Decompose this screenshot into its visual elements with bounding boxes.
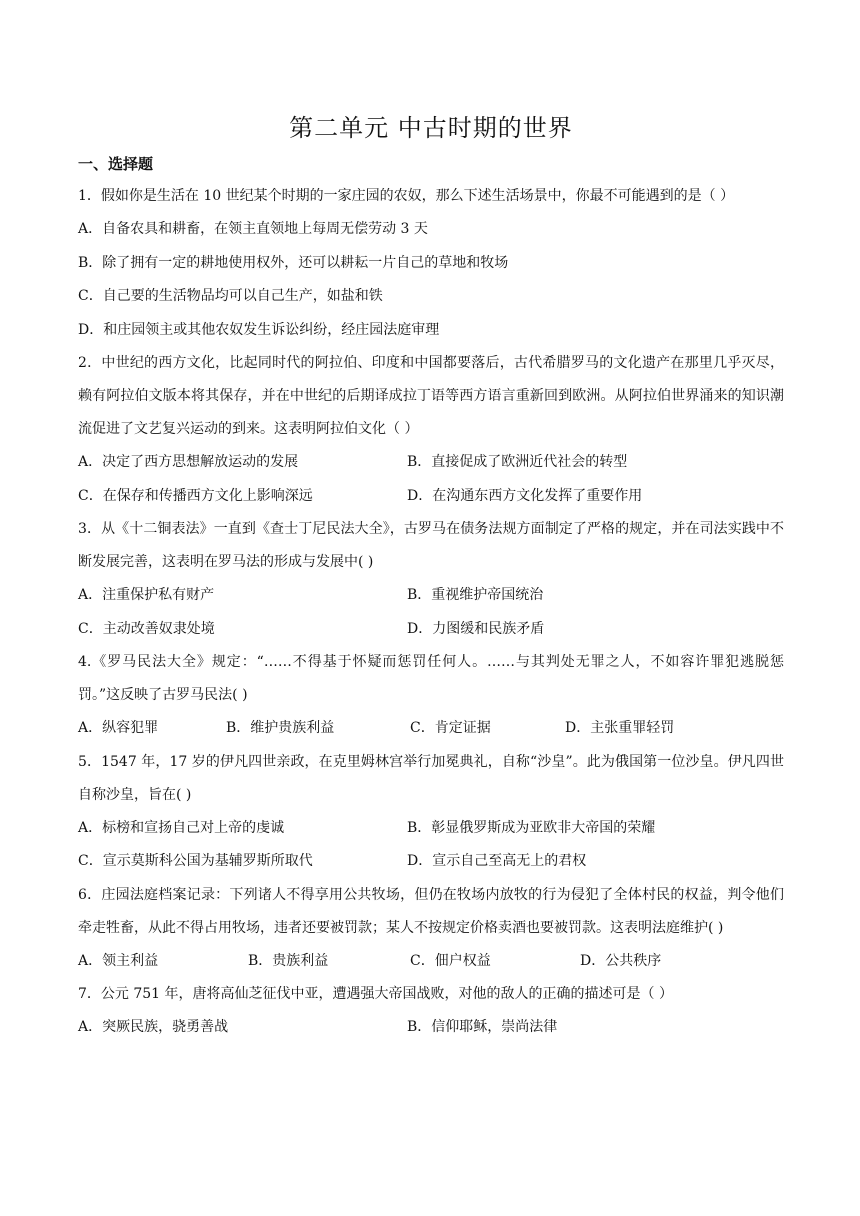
page-title: 第二单元 中古时期的世界 bbox=[289, 114, 573, 142]
question-7-options-row-1 bbox=[78, 1011, 784, 1045]
question-4-option-a: A．纵容犯罪 bbox=[78, 720, 159, 736]
question-7-option-b: B．信仰耶稣，崇尚法律 bbox=[407, 1019, 558, 1035]
question-3-option-c: C．主动改善奴隶处境 bbox=[78, 620, 215, 637]
question-6-options-row bbox=[78, 945, 784, 979]
question-3-option-d: D．力图缓和民族矛盾 bbox=[407, 620, 545, 637]
question-3-option-a: A．注重保护私有财产 bbox=[78, 587, 215, 603]
question-5-option-a: A．标榜和宣扬自己对上帝的虔诚 bbox=[78, 819, 285, 836]
question-5-option-b: B．彰显俄罗斯成为亚欧非大帝国的荣耀 bbox=[407, 819, 656, 836]
question-5-option-c: C．宣示莫斯科公国为基辅罗斯所取代 bbox=[78, 853, 313, 869]
question-4-stem: 4.《罗马民法大全》规定：“……不得基于怀疑而惩罚任何人。……与其判处无罪之人，不如容许罪犯逃脱惩罚。”这反映了古罗马民法( ) bbox=[78, 654, 784, 703]
question-4-options-row bbox=[78, 712, 784, 746]
question-7-stem: 7．公元 751 年，唐将高仙芝征伐中亚，遭遇强大帝国战败，对他的敌人的正确的描述可是（ ） bbox=[78, 986, 673, 1002]
question-3-option-b: B．重视维护帝国统治 bbox=[407, 587, 544, 603]
question-4-option-c: C．肯定证据 bbox=[410, 720, 491, 736]
question-5-options-row-1 bbox=[78, 812, 784, 846]
question-1-option-c: C．自己要的生活物品均可以自己生产，如盐和铁 bbox=[78, 288, 383, 304]
question-1-stem: 1．假如你是生活在 10 世纪某个时期的一家庄园的农奴，那么下述生活场景中，你最不可能遇到的是（ ） bbox=[78, 188, 735, 204]
document-page bbox=[78, 108, 784, 1045]
question-6-option-c: C．佃户权益 bbox=[410, 952, 491, 969]
question-2-option-a: A．决定了西方思想解放运动的发展 bbox=[78, 454, 299, 470]
question-3-options-row-1 bbox=[78, 579, 784, 613]
question-2-options-row-1 bbox=[78, 446, 784, 480]
question-6-option-a: A．领主利益 bbox=[78, 952, 159, 969]
question-4-option-b: B．维护贵族利益 bbox=[226, 720, 335, 736]
question-5-option-d: D．宣示自己至高无上的君权 bbox=[407, 853, 587, 869]
question-6-option-b: B．贵族利益 bbox=[248, 952, 329, 969]
question-1-option-d: D．和庄园领主或其他农奴发生诉讼纠纷，经庄园法庭审理 bbox=[78, 321, 440, 338]
question-2-stem: 2．中世纪的西方文化，比起同时代的阿拉伯、印度和中国都要落后，古代希腊罗马的文化遗产在那里几乎灭尽，赖有阿拉伯文版本将其保存，并在中世纪的后期译成拉丁语等西方语言重新回到欧洲。从阿拉伯世界涌来的知识潮流促进了文艺复兴运动的到来。这表明阿拉伯文化（ ） bbox=[78, 355, 784, 437]
question-2-options-row-2 bbox=[78, 480, 784, 514]
question-2-option-c: C．在保存和传播西方文化上影响深远 bbox=[78, 487, 313, 504]
question-6-option-d: D．公共秩序 bbox=[580, 952, 662, 969]
question-7-option-a: A．突厥民族，骁勇善战 bbox=[78, 1019, 229, 1035]
question-1-option-a: A．自备农具和耕畜，在领主直领地上每周无偿劳动 3 天 bbox=[78, 221, 428, 237]
question-1-option-b: B．除了拥有一定的耕地使用权外，还可以耕耘一片自己的草地和牧场 bbox=[78, 254, 509, 271]
section-heading: 一、选择题 bbox=[78, 155, 154, 173]
question-3-stem: 3．从《十二铜表法》一直到《查士丁尼民法大全》，古罗马在债务法规方面制定了严格的规定，并在司法实践中不断发展完善，这表明在罗马法的形成与发展中( ) bbox=[78, 521, 784, 570]
question-2-option-b: B．直接促成了欧洲近代社会的转型 bbox=[407, 454, 628, 470]
question-6-stem: 6．庄园法庭档案记录：下列诸人不得享用公共牧场，但仍在牧场内放牧的行为侵犯了全体村民的权益，判令他们牵走牲畜，从此不得占用牧场，违者还要被罚款；某人不按规定价格卖酒也要被罚款。这表明法庭维护( ) bbox=[78, 886, 784, 936]
question-5-stem: 5．1547 年，17 岁的伊凡四世亲政，在克里姆林宫举行加冕典礼，自称“沙皇”。此为俄国第一位沙皇。伊凡四世自称沙皇，旨在( ) bbox=[78, 753, 784, 803]
question-5-options-row-2 bbox=[78, 845, 784, 879]
question-4-option-d: D．主张重罪轻罚 bbox=[565, 720, 675, 736]
question-2-option-d: D．在沟通东西方文化发挥了重要作用 bbox=[407, 487, 643, 504]
question-3-options-row-2 bbox=[78, 613, 784, 647]
